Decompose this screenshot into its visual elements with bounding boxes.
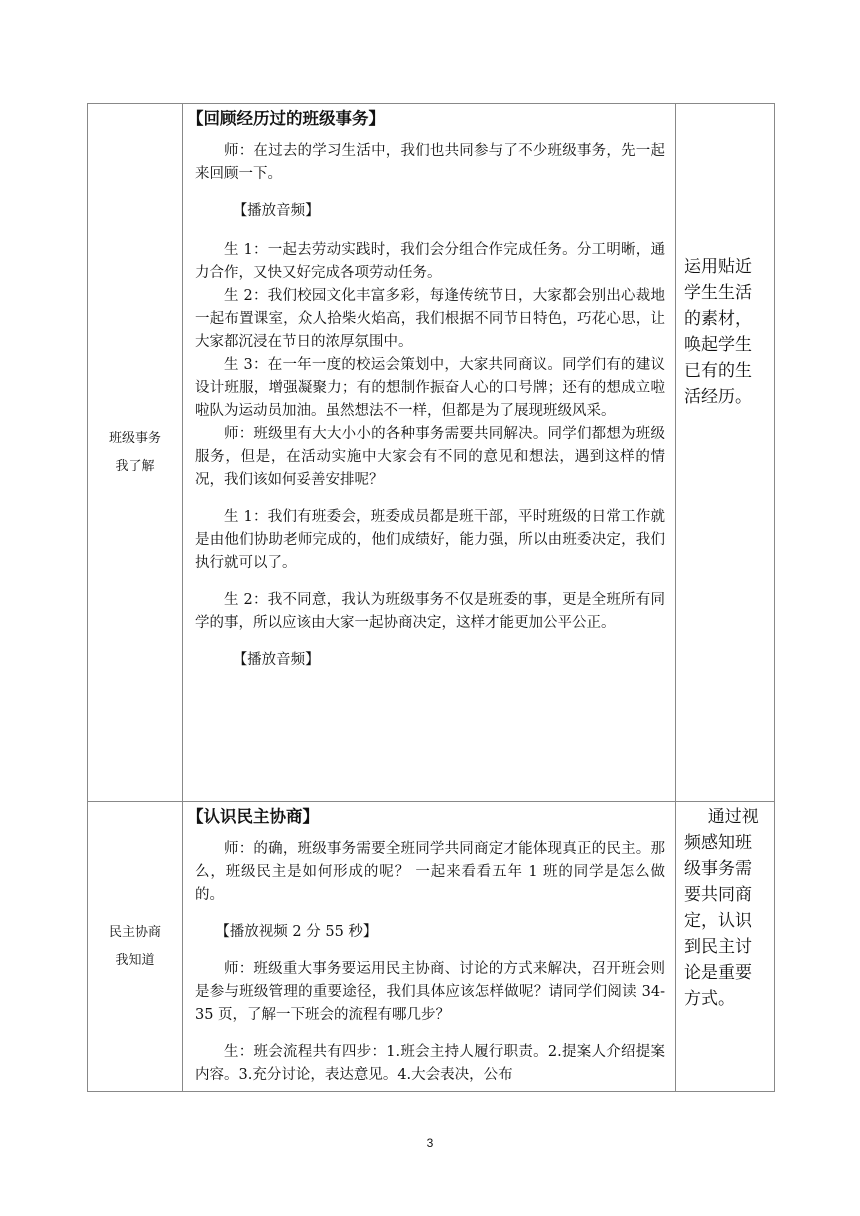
paragraph: 生：班会流程共有四步：1.班会主持人履行职责。2.提案人介绍提案内容。3.充分讨论，表达意见。4.大会表决，公布 (195, 1044, 665, 1083)
section-heading: 【认识民主协商】 (187, 807, 319, 826)
paragraph: 生 2：我们校园文化丰富多彩，每逢传统节日，大家都会别出心裁地一起布置课室，众人拾柴火焰高，我们根据不同节日特色，巧花心思，让大家都沉浸在节日的浓厚氛围中。 (195, 288, 665, 350)
section-label-cell (88, 802, 183, 1092)
section-heading: 【回顾经历过的班级事务】 (187, 109, 385, 128)
design-note: 运用贴近学生生活的素材，唤起学生已有的生活经历。 (684, 257, 752, 407)
paragraph: 师：的确，班级事务需要全班同学共同商定才能体现真正的民主。那么，班级民主是如何形成的呢？ 一起来看看五年 1 班的同学是怎么做的。 (195, 841, 665, 903)
section-label-cell (88, 104, 183, 802)
section-sublabel: 我知道 (115, 952, 155, 968)
content-cell (183, 802, 676, 1092)
table-row (88, 104, 775, 802)
paragraph: 师：班级重大事务要运用民主协商、讨论的方式来解决，召开班会则是参与班级管理的重要途径，我们具体应该怎样做呢？请同学们阅读 34-35 页，了解一下班会的流程有哪几步？ (195, 961, 665, 1023)
section-label: 班级事务 (108, 430, 161, 446)
content-cell (183, 104, 676, 802)
paragraph: 生 1：我们有班委会，班委成员都是班干部，平时班级的日常工作就是由他们协助老师完成的，他们成绩好，能力强，所以由班委决定，我们执行就可以了。 (195, 509, 665, 571)
media-cue: 【播放音频】 (232, 652, 320, 668)
design-note-cell (676, 104, 775, 802)
table-row (88, 802, 775, 1092)
paragraph: 生 3：在一年一度的校运会策划中，大家共同商议。同学们有的建议设计班服，增强凝聚力；有的想制作振奋人心的口号牌；还有的想成立啦啦队为运动员加油。虽然想法不一样，但都是为了展现班级风采。 (195, 357, 665, 419)
lesson-plan-table (87, 103, 775, 1092)
media-cue: 【播放视频 2 分 55 秒】 (215, 924, 378, 940)
design-note: 通过视频感知班级事务需要共同商定，认识到民主讨论是重要方式。 (684, 807, 759, 1009)
section-sublabel: 我了解 (115, 458, 155, 474)
paragraph: 生 2：我不同意，我认为班级事务不仅是班委的事，更是全班所有同学的事，所以应该由大家一起协商决定，这样才能更加公平公正。 (195, 592, 665, 631)
paragraph: 师：在过去的学习生活中，我们也共同参与了不少班级事务，先一起来回顾一下。 (195, 143, 665, 182)
page-number: 3 (426, 1136, 434, 1150)
section-label: 民主协商 (108, 924, 161, 940)
design-note-cell (676, 802, 775, 1092)
media-cue: 【播放音频】 (232, 203, 320, 219)
paragraph: 师：班级里有大大小小的各种事务需要共同解决。同学们都想为班级服务，但是，在活动实施中大家会有不同的意见和想法，遇到这样的情况，我们该如何妥善安排呢？ (195, 426, 665, 488)
paragraph: 生 1：一起去劳动实践时，我们会分组合作完成任务。分工明晰，通力合作，又快又好完成各项劳动任务。 (195, 242, 665, 281)
